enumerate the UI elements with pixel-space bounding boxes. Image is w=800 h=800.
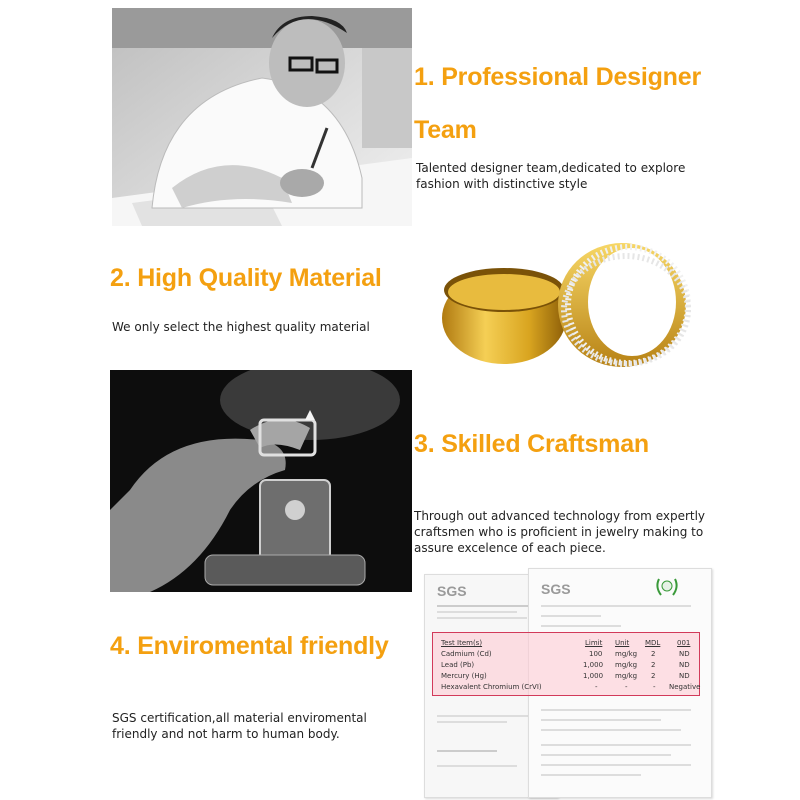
table-cell: 100 [589,650,603,658]
table-row [433,661,699,671]
table-header: MDL [645,639,661,647]
table-cell: 2 [651,650,656,658]
table-header: Unit [615,639,630,647]
section-4-description: SGS certification,all material enviromental friendly and not harm to human body. [112,711,367,741]
table-header: 001 [677,639,691,647]
table-cell: ND [679,650,690,658]
table-cell: - [625,683,628,691]
table-cell: Mercury (Hg) [441,672,487,680]
table-cell: 2 [651,672,656,680]
table-cell: ND [679,672,690,680]
section-3-description: Through out advanced technology from expertly craftsmen who is proficient in jewelry making to assure excelence of each piece. [414,509,706,555]
table-row [433,672,699,682]
table-row [433,683,699,693]
table-cell: mg/kg [615,650,638,658]
section-1-description: Talented designer team,dedicated to explore fashion with distinctive style [416,161,686,191]
table-cell: - [595,683,598,691]
table-header-row [433,639,699,649]
section-2-title: 2. High Quality Material [110,264,382,292]
sgs-results-table [432,632,700,696]
table-cell: - [653,683,656,691]
table-cell: ND [679,661,690,669]
section-3-title: 3. Skilled Craftsman [414,430,649,458]
designer-sketching-photo [112,8,412,226]
table-cell: Lead (Pb) [441,661,475,669]
sgs-logo-left: SGS [437,583,467,599]
section-2-description: We only select the highest quality material [112,320,370,334]
table-row [433,650,699,660]
section-4-title: 4. Enviromental friendly [110,632,389,660]
table-cell: Hexavalent Chromium (CrVI) [441,683,542,691]
table-cell: 2 [651,661,656,669]
section-1-title-continued: Team [414,116,477,144]
table-cell: Negative [669,683,701,691]
section-1-title: 1. Professional Designer [414,63,701,91]
laurel-badge-icon [653,573,681,601]
table-cell: mg/kg [615,672,638,680]
sgs-logo-right: SGS [541,581,571,597]
gold-rings-photo [432,230,692,380]
table-header: Limit [585,639,603,647]
table-cell: mg/kg [615,661,638,669]
craftsman-setting-stone-photo [110,370,412,592]
table-header: Test Item(s) [441,639,483,647]
table-cell: 1,000 [583,672,604,680]
table-cell: 1,000 [583,661,604,669]
table-cell: Cadmium (Cd) [441,650,492,658]
